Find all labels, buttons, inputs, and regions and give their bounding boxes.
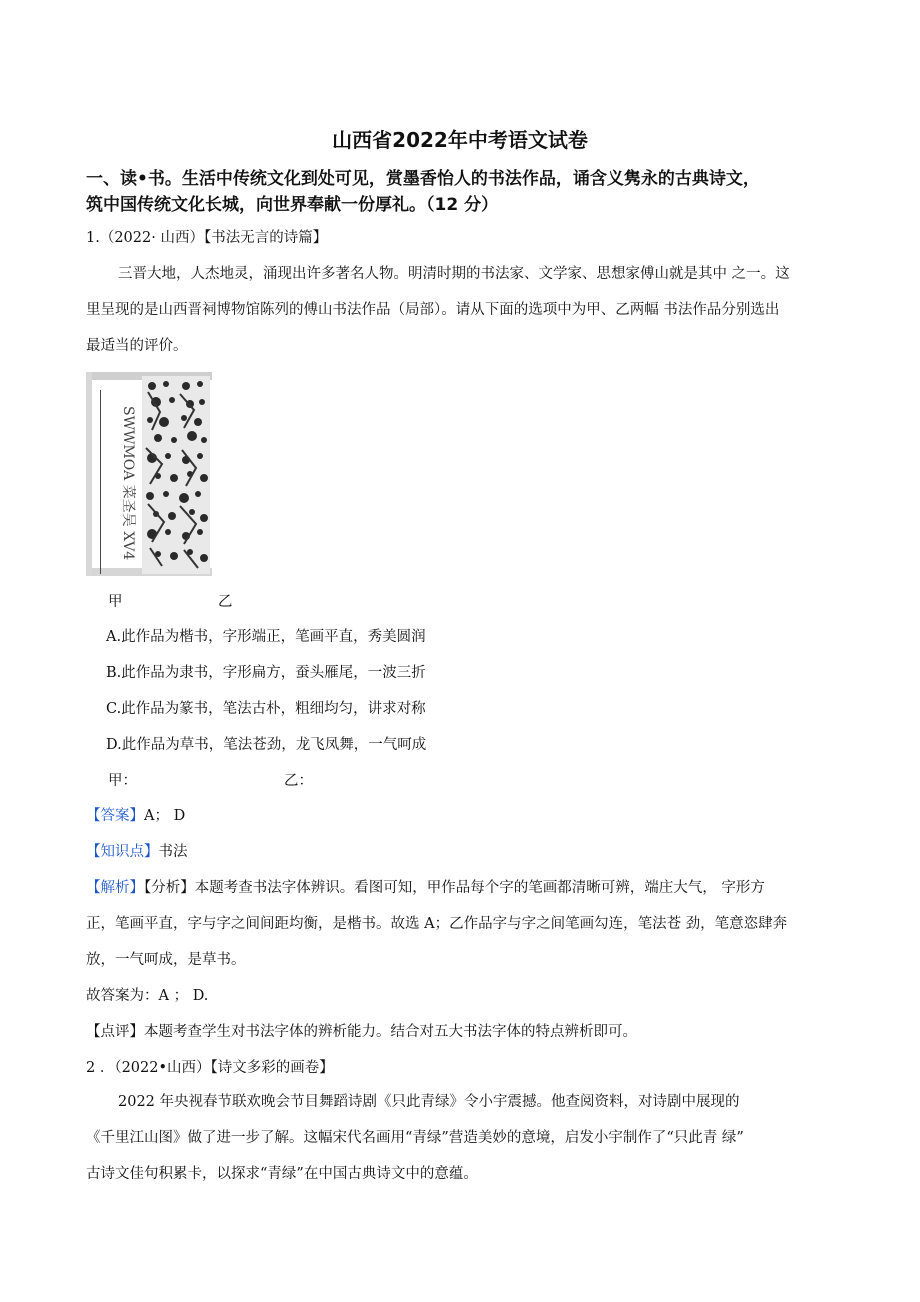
comment: 【点评】本题考查学生对书法字体的辨析能力。结合对五大书法字体的特点辨析即可。	[86, 1024, 637, 1040]
image-label-jia: 甲	[108, 594, 123, 610]
question-2-header: 2 ．（2022•山西）【诗文多彩的画卷】	[86, 1060, 334, 1076]
question-1-paragraph-line: 三晋大地，人杰地灵，涌现出许多著名人物。明清时期的书法家、文学家、思想家傅山就是其中 之一。这	[118, 266, 790, 282]
question-2-paragraph-line: 古诗文佳句积累卡，以探求“青绿”在中国古典诗文中的意蕴。	[86, 1166, 478, 1182]
image-vertical-text: SWWMOA 菜圣吴 XV4	[120, 406, 136, 561]
final-answer: 故答案为：A ； D.	[86, 988, 209, 1004]
option-a: A.此作品为楷书，字形端正，笔画平直，秀美圆润	[106, 629, 426, 645]
knowledge-text: 书法	[158, 844, 188, 860]
answer-text: A； D	[144, 808, 186, 824]
question-1-header: 1.（2022· 山西）【书法无言的诗篇】	[86, 230, 328, 246]
answer-blank-jia: 甲：	[108, 773, 137, 789]
analysis-line	[86, 876, 765, 897]
option-b: B.此作品为隶书，字形扁方，蚕头雁尾，一波三折	[106, 665, 426, 681]
answer-blank-yi: 乙：	[284, 773, 313, 789]
question-1-paragraph-line: 最适当的评价。	[86, 338, 188, 354]
analysis-tag: 【解析】	[86, 880, 144, 896]
page-title: 山西省2022年中考语文试卷	[332, 128, 588, 152]
knowledge-tag: 【知识点】	[86, 844, 159, 860]
knowledge-line	[86, 840, 188, 861]
option-c: C.此作品为篆书，笔法古朴，粗细均匀，讲求对称	[106, 701, 426, 717]
calligraphy-image	[86, 372, 212, 576]
section-heading-line1: 一、读•书。生活中传统文化到处可见，赏墨香怡人的书法作品，诵含义隽永的古典诗文，	[86, 169, 760, 189]
option-d: D.此作品为草书，笔法苍劲，龙飞凤舞，一气呵成	[106, 737, 427, 753]
section-heading-line2: 筑中国传统文化长城，向世界奉献一份厚礼。（12 分）	[86, 195, 499, 215]
question-2-paragraph-line: 《千里江山图》做了进一步了解。这幅宋代名画用“青绿”营造美妙的意境，启发小宇制作了“只此青 绿”	[86, 1130, 744, 1146]
analysis-text-line: 放，一气呵成，是草书。	[86, 952, 246, 968]
answer-line	[86, 804, 185, 825]
question-2-paragraph-line: 2022 年央视春节联欢晚会节目舞蹈诗剧《只此青绿》令小宇震撼。他查阅资料，对诗剧中展现的	[118, 1094, 740, 1110]
image-label-yi: 乙	[218, 594, 233, 610]
analysis-text-line: 正，笔画平直，字与字之间间距均衡，是楷书。故选 A；乙作品字与字之间笔画勾连，笔法苍 劲，笔意恣肆奔	[86, 916, 788, 932]
question-1-paragraph-line: 里呈现的是山西晋祠博物馆陈列的傅山书法作品（局部）。请从下面的选项中为甲、乙两幅 书法作品分别选出	[86, 302, 780, 318]
analysis-text: 【分析】本题考查书法字体辨识。看图可知，甲作品每个字的笔画都清晰可辨，端庄大气， 字形方	[144, 880, 765, 896]
answer-tag: 【答案】	[86, 808, 144, 824]
